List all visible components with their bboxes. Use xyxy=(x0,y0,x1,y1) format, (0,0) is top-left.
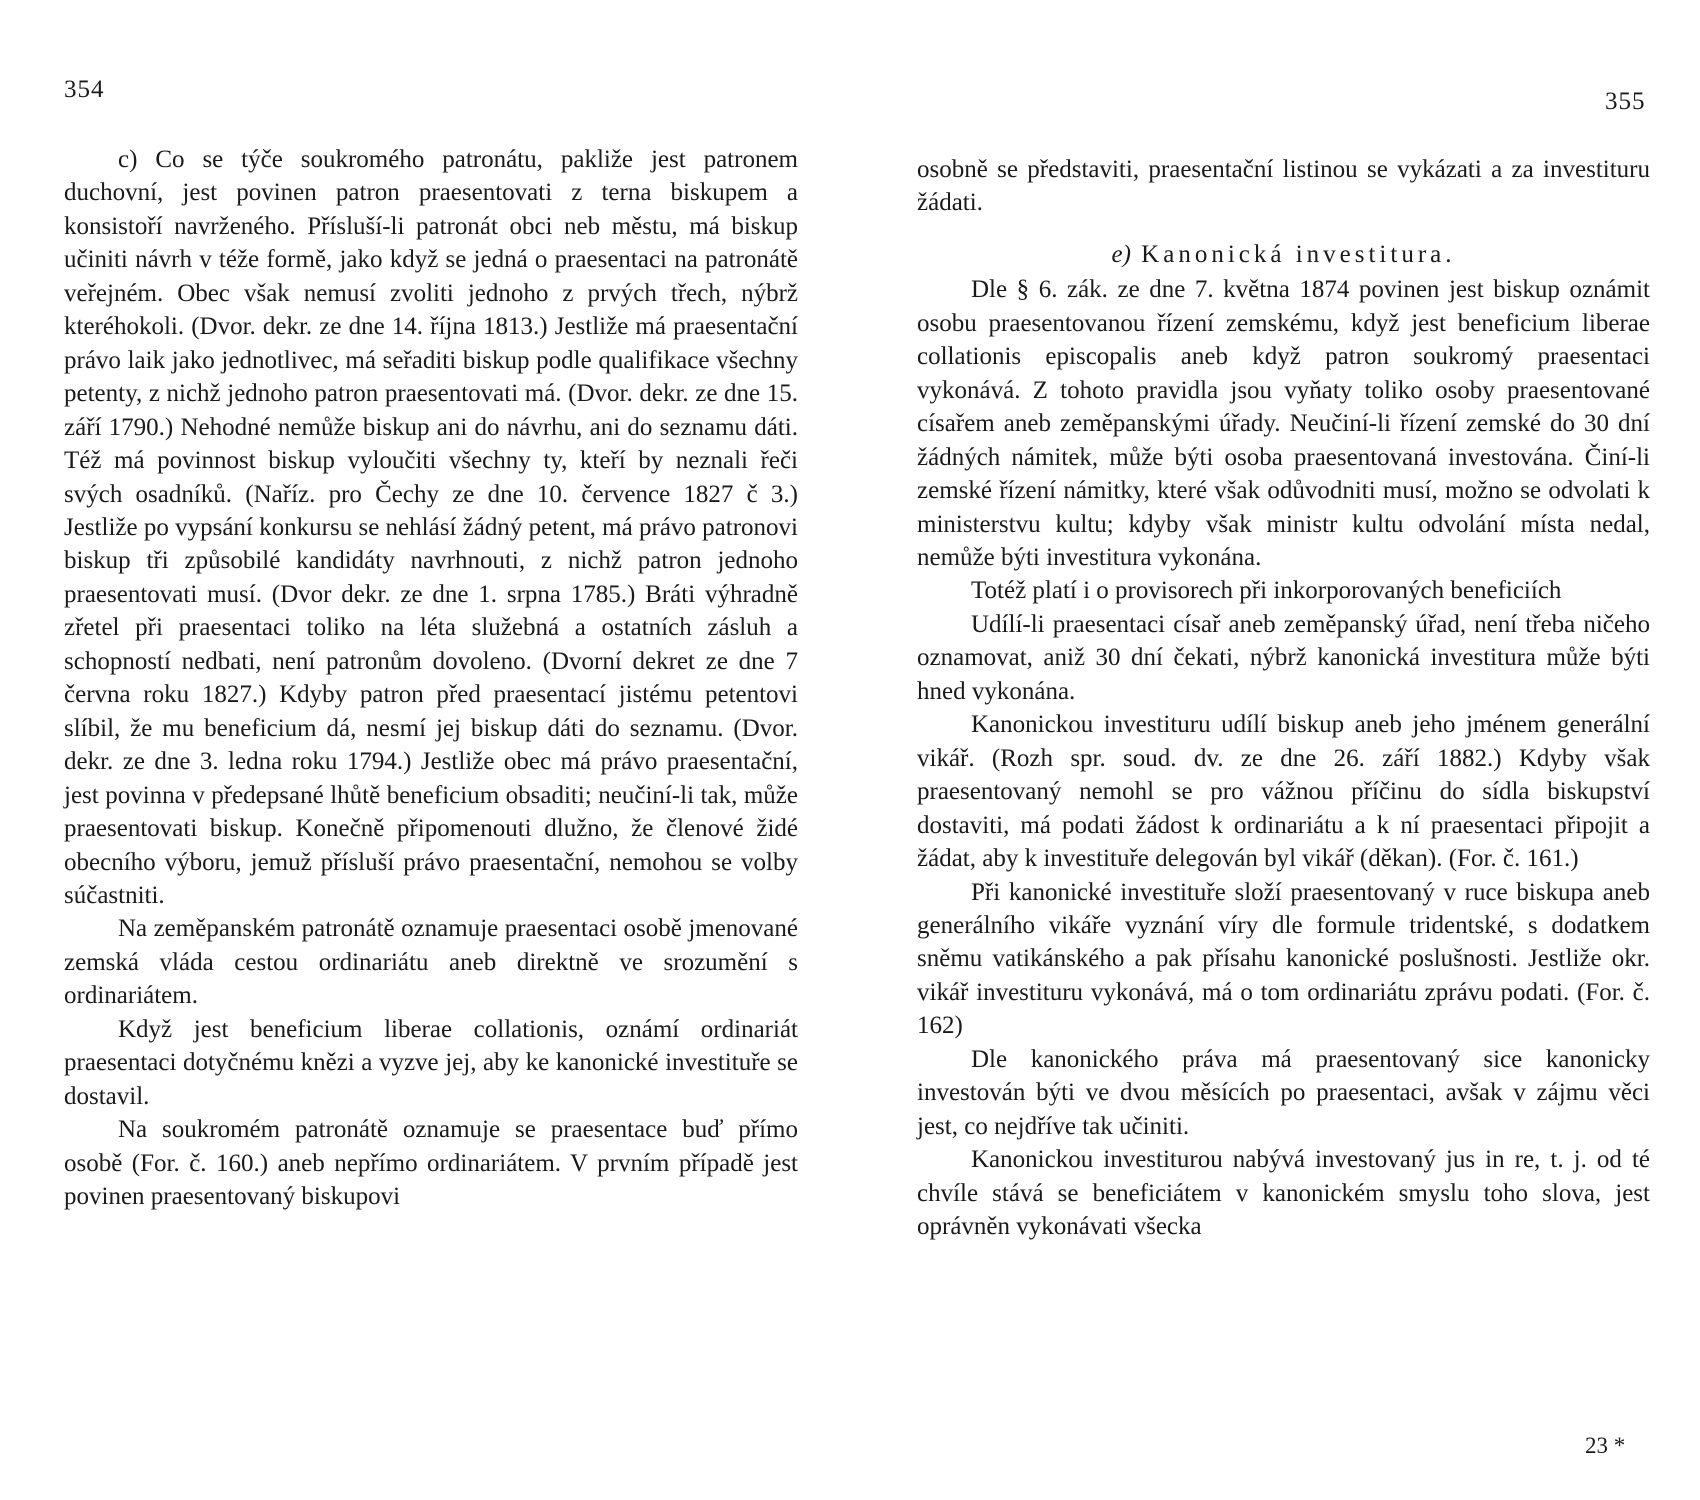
paragraph: c) Co se týče soukromého patronátu, pakliže jest patronem duchovní, jest povinen patron praesentovati z terna biskupem a konsistoří navrženého. Přísluší-li patronát obci neb městu, má biskup učiniti návrh v téže formě, jako když se jedná o praesentaci na patronátě veřejném. Obec však nemusí zvoliti jednoho z prvých třech, nýbrž kteréhokoli. (Dvor. dekr. ze dne 14. října 1813.) Jestliže má praesentační právo laik jako jednotlivec, má seřaditi biskup podle qualifikace všechny petenty, z nichž jednoho patron praesentovati má. (Dvor. dekr. ze dne 15. září 1790.) Nehodné nemůže biskup ani do návrhu, ani do seznamu dáti. Též má povinnost biskup vyloučiti všechny ty, kteří by neznali řeči svých osadníků. (Naříz. pro Čechy ze dne 10. července 1827 č 3.) Jestliže po vypsání konkursu se nehlásí žádný petent, má právo patronovi biskup tři způsobilé kandidáty navrhnouti, z nichž patron jednoho praesentovati musí. (Dvor dekr. ze dne 1. srpna 1785.) Bráti výhradně zřetel při praesentaci toliko na léta služebná a ostatních zásluh a schopností nedbati, není patronům dovoleno. (Dvorní dekret ze dne 7 června roku 1827.) Kdyby patron před praesentací jistému petentovi slíbil, že mu beneficium dá, nesmí jej biskup dáti do seznamu. (Dvor. dekr. ze dne 3. ledna roku 1794.) Jestliže obec má právo praesentační, jest povinna v předepsané lhůtě beneficium obsaditi; neučiní-li tak, může praesentovati biskup. Konečně připomenouti dlužno, že členové židé obecního výboru, jemuž přísluší právo praesentační, nemohou se volby súčastniti. xyxy=(64,146,798,909)
paragraph: Udílí-li praesentaci císař aneb zeměpanský úřad, není třeba ničeho oznamovat, aniž 30 dní čekati, nýbrž kanonická investitura může býti hned vykonána. xyxy=(917,610,1650,705)
page-number-left: 354 xyxy=(64,76,105,103)
section-title: Kanonická investitura. xyxy=(1141,240,1456,268)
paragraph: Na soukromém patronátě oznamuje se praesentace buď přímo osobě (For. č. 160.) aneb nepřímo ordinariátem. V prvním případě jest povinen praesentovaný biskupovi xyxy=(64,1116,798,1211)
section-letter: e) xyxy=(1111,240,1131,268)
paragraph: Když jest beneficium liberae collationis, oznámí ordinariát praesentaci dotyčnému knězi a vyzve jej, aby ke kanonické investituře se dostavil. xyxy=(64,1015,798,1110)
paragraph: Dle kanonického práva má praesentovaný sice kanonicky investován býti ve dvou měsících po praesentaci, avšak v zájmu věci jest, co nejdříve tak učiniti. xyxy=(917,1045,1650,1140)
paragraph: Kanonickou investiturou nabývá investovaný jus in re, t. j. od té chvíle stává se beneficiátem v kanonickém smyslu toho slova, jest oprávněn vykonávati všecka xyxy=(917,1146,1650,1241)
paragraph: Na zeměpanském patronátě oznamuje praesentaci osobě jmenované zemská vláda cestou ordinariátu aneb direktně ve srozumění s ordinariátem. xyxy=(64,915,798,1010)
left-text-block xyxy=(64,143,798,1214)
signature-mark: 23 * xyxy=(1585,1433,1626,1458)
paragraph: Při kanonické investituře složí praesentovaný v ruce biskupa aneb generálního vikáře vyznání víry dle formule tridentské, s dodatkem sněmu vatikánského a pak přísahu kanonické poslušnosti. Jestliže okr. vikář investituru vykonává, má o tom ordinariátu zprávu podati. (For. č. 162) xyxy=(917,878,1650,1040)
paragraph: Dle § 6. zák. ze dne 7. května 1874 povinen jest biskup oznámit osobu praesentovanou řízení zemskému, když jest beneficium liberae collationis episcopalis aneb když patron soukromý praesentaci vykonává. Z tohoto pravidla jsou vyňaty toliko osoby praesentované císařem aneb zeměpanskými úřady. Neučiní-li řízení zemské do 30 dní žádných námitek, může býti osoba praesentovaná investována. Činí-li zemské řízení námitky, které však odůvodniti musí, možno se odvolati k ministerstvu kultu; kdyby však ministr kultu odvolání místa nedal, nemůže býti investitura vykonána. xyxy=(917,276,1650,571)
right-page xyxy=(850,0,1700,1500)
continuation-paragraph: osobně se představiti, praesentační listinou se vykázati a za investituru žádati. xyxy=(917,156,1650,217)
page-number-right: 355 xyxy=(1605,88,1646,115)
paragraph: Totéž platí i o provisorech při inkorporovaných beneficiích xyxy=(971,577,1562,605)
section-heading xyxy=(917,238,1650,271)
paragraph: Kanonickou investituru udílí biskup aneb jeho jménem generální vikář. (Rozh spr. soud. dv. ze dne 26. září 1882.) Kdyby však praesentovaný nemohl se pro vážnou příčinu do sídla biskupství dostaviti, má podati žádost k ordinariátu a k ní praesentaci připojit a žádat, aby k investituře delegován byl vikář (děkan). (For. č. 161.) xyxy=(917,711,1650,873)
right-text-block xyxy=(917,153,1650,1244)
